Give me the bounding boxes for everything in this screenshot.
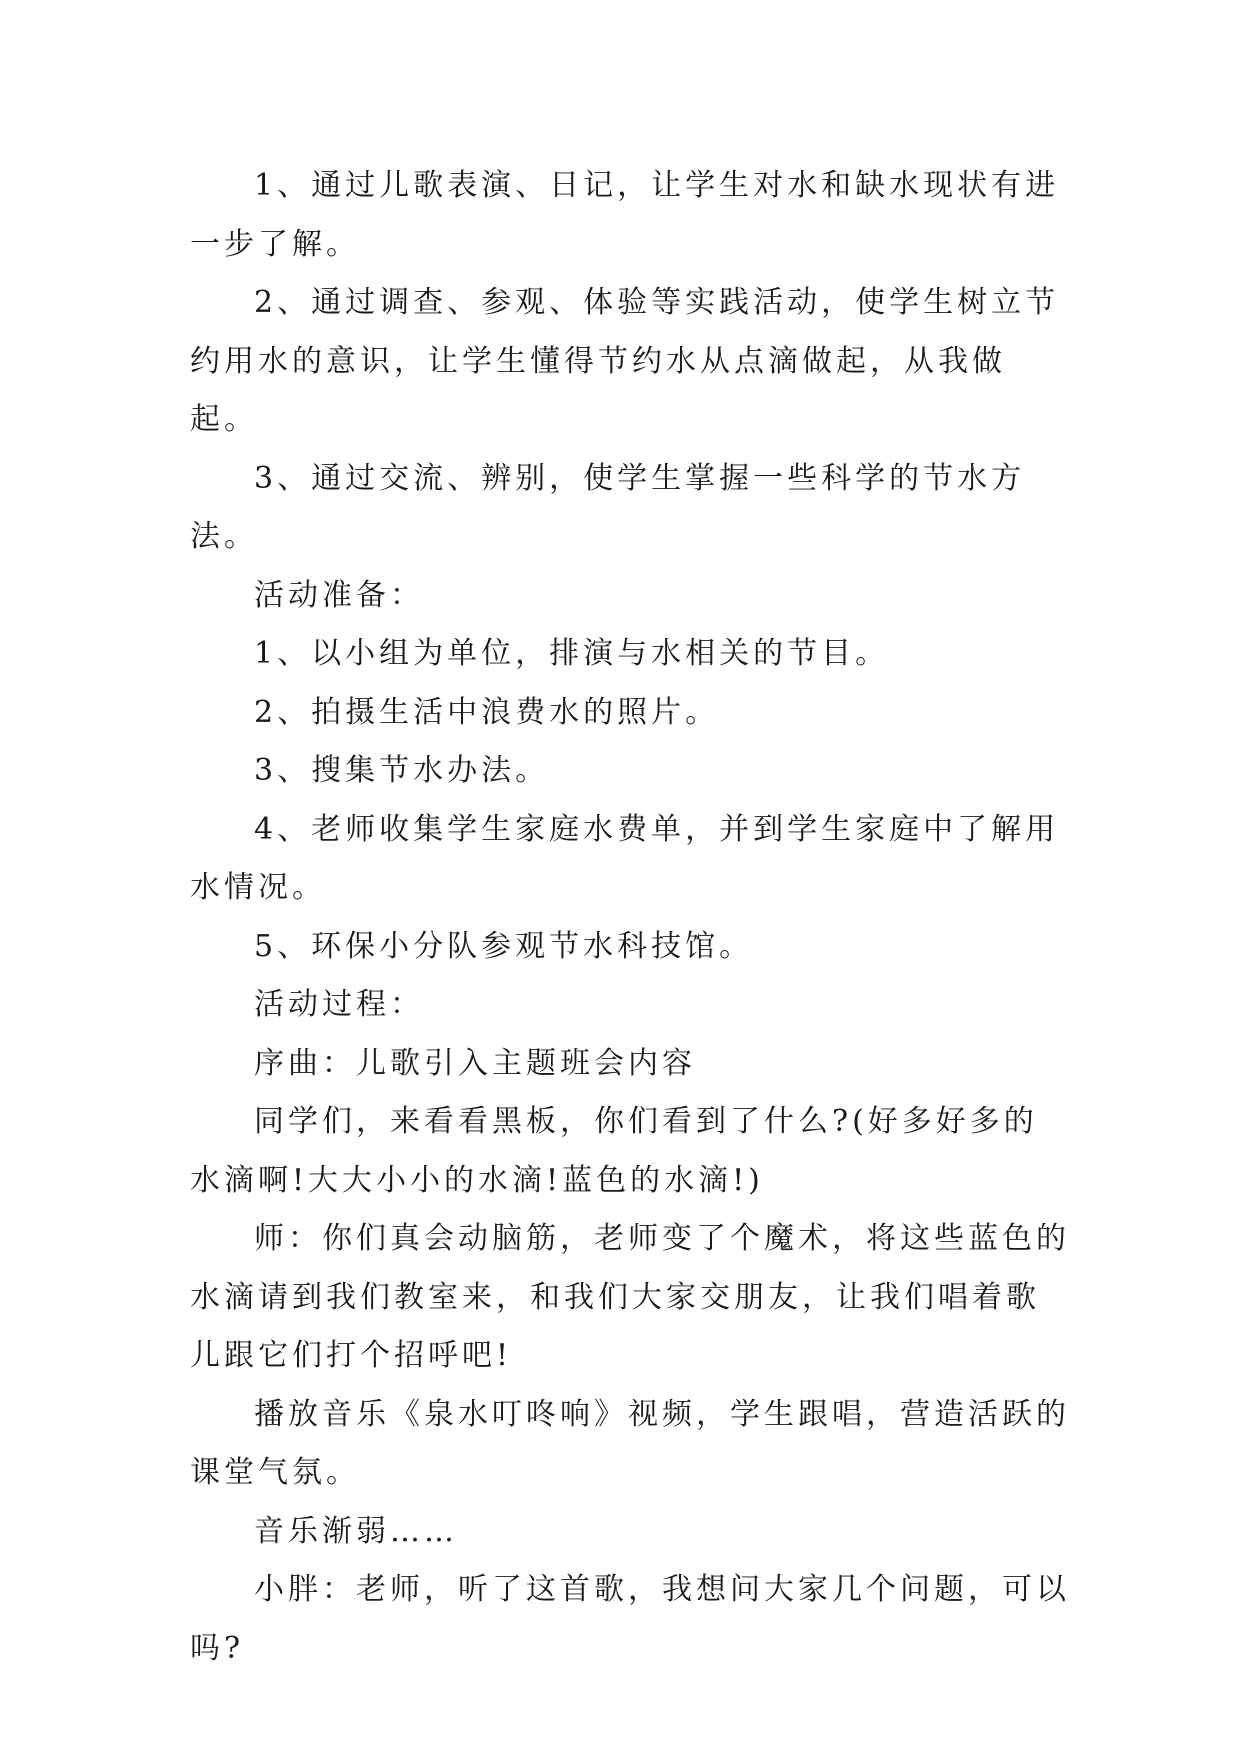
process-paragraph-2: 师：你们真会动脑筋，老师变了个魔术，将这些蓝色的水滴请到我们教室来，和我们大家交朋友，让我们唱着歌儿跟它们打个招呼吧!: [190, 1221, 1070, 1373]
process-paragraph-4: 音乐渐弱……: [254, 1513, 458, 1549]
process-paragraph-3: 播放音乐《泉水叮咚响》视频，学生跟唱，营造活跃的课堂气氛。: [190, 1396, 1070, 1490]
objective-3: 3、通过交流、辨别，使学生掌握一些科学的节水方法。: [190, 460, 1026, 554]
document-body: [190, 157, 1070, 1678]
prelude-line: 序曲：儿歌引入主题班会内容: [254, 1045, 696, 1081]
preparation-4: 4、老师收集学生家庭水费单，并到学生家庭中了解用水情况。: [190, 811, 1060, 905]
process-paragraph-1: 同学们，来看看黑板，你们看到了什么?(好多好多的水滴啊!大大小小的水滴!蓝色的水滴!): [190, 1104, 1038, 1198]
preparation-1: 1、以小组为单位，排演与水相关的节目。: [254, 636, 890, 671]
objective-1: 1、通过儿歌表演、日记，让学生对水和缺水现状有进一步了解。: [190, 168, 1060, 262]
heading-process: 活动过程：: [254, 987, 424, 1022]
objective-2: 2、通过调查、参观、体验等实践活动，使学生树立节约用水的意识，让学生懂得节约水从点滴做起，从我做起。: [190, 285, 1060, 437]
heading-preparation: 活动准备：: [254, 577, 424, 613]
preparation-3: 3、搜集节水办法。: [254, 753, 550, 788]
process-paragraph-5: 小胖：老师，听了这首歌，我想问大家几个问题，可以吗?: [190, 1572, 1070, 1666]
preparation-2: 2、拍摄生活中浪费水的照片。: [254, 694, 720, 730]
preparation-5: 5、环保小分队参观节水科技馆。: [254, 928, 754, 964]
